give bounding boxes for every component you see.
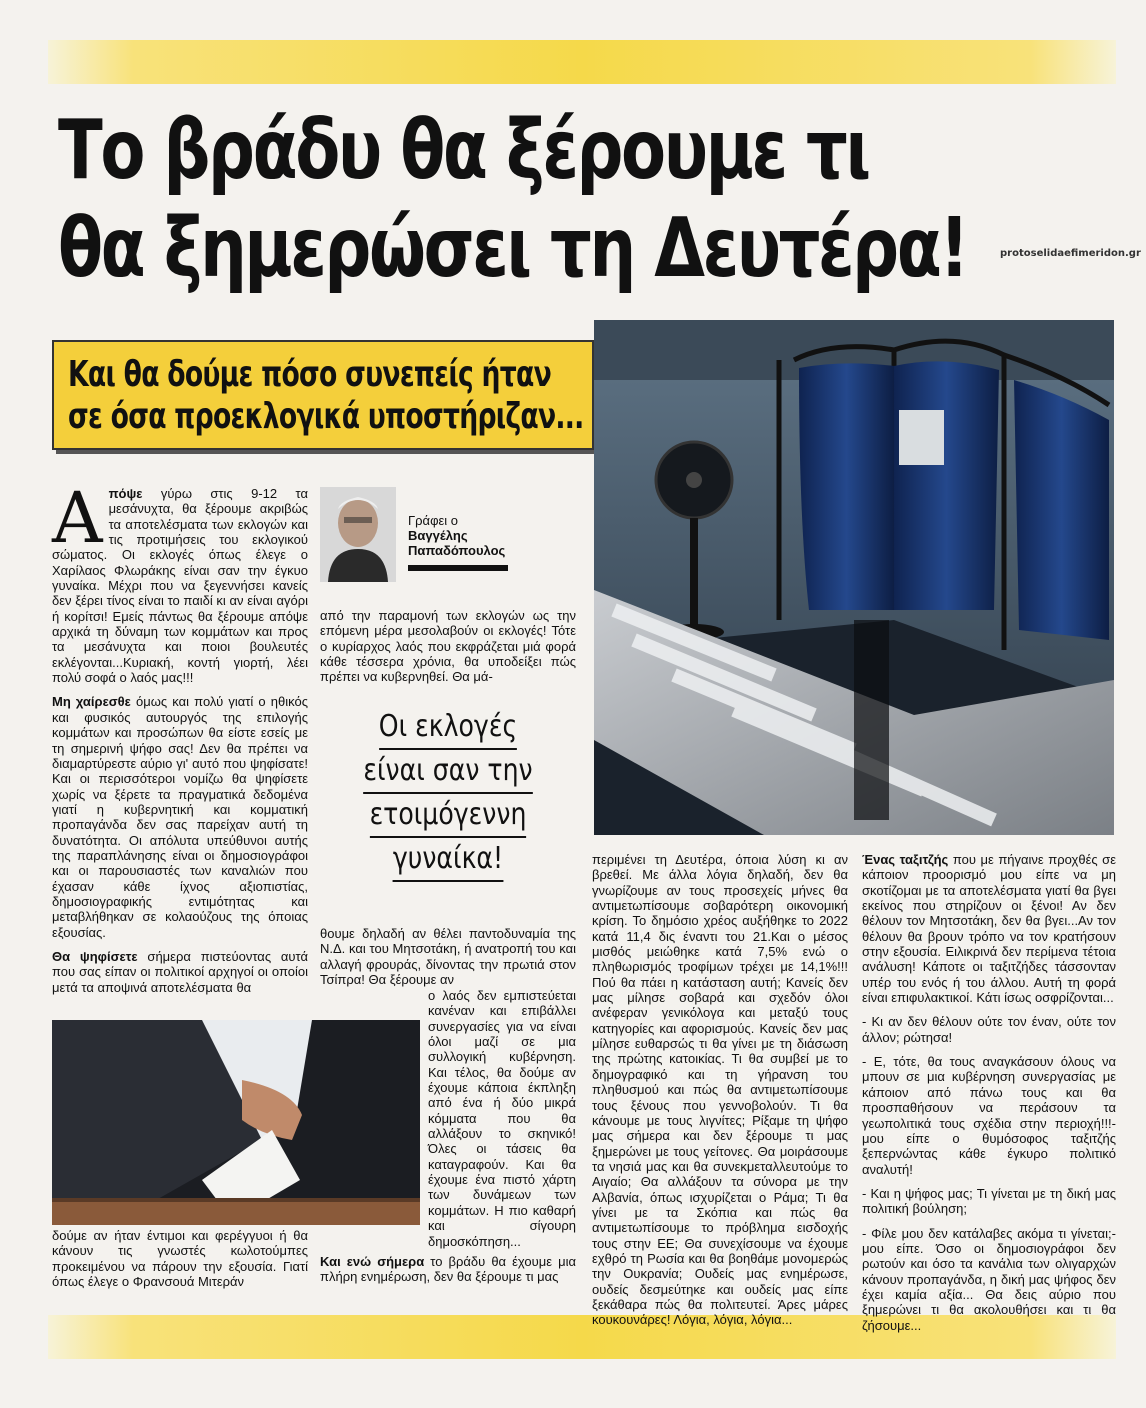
author-divider <box>408 565 508 571</box>
paragraph: - Και η ψήφος μας; Τι γίνεται με τη δική μας πολιτική βούληση; <box>862 1185 1116 1217</box>
watermark: protoselidaefimeridon.gr <box>1000 248 1141 259</box>
article-column-1 <box>52 477 308 1004</box>
top-decorative-band <box>48 40 1116 84</box>
lead-in: πόψε <box>108 486 143 501</box>
author-text <box>408 513 505 558</box>
pull-quote-line-2: είναι σαν την <box>363 750 532 794</box>
paragraph <box>52 949 308 995</box>
article-column-2-end <box>320 1254 576 1294</box>
headline-line-2: θα ξημερώσει τη Δευτέρα! <box>58 201 967 296</box>
paragraph <box>320 1254 576 1285</box>
paragraph: - Κι αν δεν θέλουν ούτε τον έναν, ούτε τον άλλον; ρώτησα! <box>862 1014 1116 1045</box>
lead-in: Μη χαίρεσθε <box>52 694 131 710</box>
ballot-box-illustration <box>52 1020 420 1225</box>
paragraph: - Ε, τότε, θα τους αναγκάσουν όλους να μπουν σε μια κυβέρνηση συνεργασίας με κάποιον από πάνω τους και θα προσπαθήσουν να περάσουν τα γεωπολιτικά τους σχέδια στην περιοχή!!!- μου είπε ο θυμόσοφος ταξιτζής ξεπερνώντας κάθε έγκυρο πολιτικό αναλυτή! <box>862 1054 1116 1177</box>
author-portrait-illustration <box>320 487 396 582</box>
paragraph-text: σήμερα πιστεύοντας αυτά που σας είπαν οι πολιτικοί αρχηγοί οι οποίοι μετά τα αποψινά αποτελέσματα θα <box>52 948 308 995</box>
paragraph: - Φίλε μου δεν κατάλαβες ακόμα τι γίνεται;-μου είπε. Όσο οι δημοσιογράφοι δεν ρωτούν και όσο τα κανάλια των ολιγαρχών κάνουν προπαγάνδα, η δική μας ψήφος δεν έχει καμία αξία... Θα δεις αύριο που ξημερώνει τι θα ακολουθήσει και τι θα ζήσουμε... <box>862 1225 1116 1333</box>
article-column-3 <box>592 852 848 1337</box>
paragraph: ο λαός δεν εμπιστεύεται κανέναν και επιβάλλει συνεργασίες για να είναι όλοι μαζί σε μια συλλογική κυβέρνηση. Και τέλος, θα δούμε αν έχουμε κάποια έκπληξη από ένα ή δύο μικρά κόμματα που θα αλλάξουν το σκηνικό! Όλες οι τάσεις θα καταγραφούν. Και θα έχουμε ένα πιστό χάρτη των δυνάμεων των κομμάτων. Η πιο καθαρή και σίγουρη δημοσκόπηση... <box>428 988 576 1249</box>
voting-booth-photo <box>594 320 1114 835</box>
pull-quote <box>340 706 555 882</box>
author-name-first: Βαγγέλης <box>408 528 468 543</box>
paragraph: θουμε δηλαδή αν θέλει παντοδυναμία της Ν.Δ. και του Μητσοτάκη, ή ανατροπή του και αλλαγή φρουράς, δίνοντας την πρωτιά στον Τσίπρα! Θα ξέρουμε αν <box>320 926 576 988</box>
author-byline <box>320 487 510 582</box>
paragraph <box>862 852 1116 1005</box>
paragraph-text: το βράδυ θα έχουμε μια πλήρη ενημέρωση, δεν θα ξέρουμε τι μας <box>320 1254 576 1285</box>
paragraph: περιμένει τη Δευτέρα, όποια λύση κι αν βρεθεί. Με άλλα λόγια δηλαδή, δεν θα γνωρίζουμε αν τους προσεχείς μήνες θα αντιμετωπίσουμε σοβαρότερη οικονομική κρίση. Το δημόσιο χρέος αυξήθηκε το 2022 κατά 11,4 δις έναντι του 21.Και ο μέσος μισθός μειώθηκε κατά 7,5% ενώ ο πληθωρισμός τροφίμων τρέχει με 14,1%!!! Πού θα πάει η κατάσταση αυτή; Κανείς δεν μας μίλησε σοβαρά και σχεδόν όλοι ανέφεραν γενικόλογα και μεταξύ τους κατηγορίες και αφορισμούς. Κανείς δεν μας μίλησε ευθαρσώς τι θα γίνει με τη διάσωση της πρώτης κατοικίας. Τι θα συμβεί με το δημογραφικό και τη γήρανση του πληθυσμού και πώς θα αντιμετωπίσουμε τους ξένους που γεννοβολούν. Τι θα κάνουμε με τους λιγνίτες; Ρίξαμε τη ψήφο μας σήμερα και δεν ξέρουμε τι μας ξημερώνει με τους γείτονες. Θα μοιράσουμε τα νησιά μας και θα συνεκμεταλλευτούμε το Αιγαίο; Θα αλλάξουν τα σύνορα με την Αλβανία, όπως ισχυρίζεται ο Ράμα; Τι θα γίνει με τα Σκόπια και πώς θα αντιμετωπίσουμε το πρόβλημα εισδοχής τους στην ΕΕ; Θα συνεχίσουμε να έχουμε εχθρό τη Ρωσία και θα βοηθάμε μονομερώς την Ουκρανία; Ουδείς μας ενημέρωσε, ουδείς δεσμεύτηκε και ουδείς μας είπε ξεκάθαρα πώς θα πολιτευτεί. Άρες μάρες κουκουνάρες! Λόγια, λόγια, λόγια... <box>592 852 848 1328</box>
author-name-last: Παπαδόπουλος <box>408 543 506 558</box>
paragraph <box>52 477 308 686</box>
subheadline <box>68 354 586 438</box>
subheadline-line-1: Και θα δούμε πόσο συνεπείς ήταν <box>68 354 552 395</box>
pull-quote-line-4: γυναίκα! <box>393 838 503 882</box>
paragraph: δούμε αν ήταν έντιμοι και φερέγγυοι ή θα κάνουν τις γνωστές κωλοτούμπες προκειμένου να πάρουν την εξουσία. Γιατί όπως έλεγε ο Φρανσουά Μιτεράν <box>52 1228 308 1290</box>
article-column-4 <box>862 852 1116 1342</box>
lead-in: Ένας ταξιτζής <box>862 852 949 867</box>
headline <box>58 102 967 298</box>
ballot-box-photo <box>52 1020 420 1225</box>
pull-quote-line-1: Οι εκλογές <box>379 706 518 750</box>
article-column-2-wrap <box>428 988 576 1258</box>
author-portrait <box>320 487 396 582</box>
paragraph-text: γύρω στις 9-12 τα μεσάνυχτα, θα ξέρουμε ακριβώς τα αποτελέσματα των εκλογών και τις προτιμήσεις του εκλογικού σώματος. Οι εκλογές όπως έλεγε ο Χαρίλαος Φλωράκης είναι σαν την έγκυο γυναίκα. Μέχρι που να ξεγεννήσει κανείς δεν ξέρει τίνος είναι το παιδί κι αν είναι αγόρι ή κορίτσι! Εμείς πάντως θα ξέρουμε απόψε αρχικά τη δύναμη των κομμάτων και προς τα μεσάνυχτα και ποιοι βουλευτές εκλέγονται...Κυριακή, κοντή γιορτή, λέει πολύ σοφά ο λαός μας!!! <box>52 486 308 686</box>
pull-quote-line-3: ετοιμόγεννη <box>370 794 527 838</box>
paragraph <box>52 694 308 940</box>
article-column-2 <box>320 608 576 694</box>
paragraph-text: που με πήγαινε προχθές σε κάποιον προορισμό μου είπε να μη σκοτίζομαι με τα αποτελέσματα γιατί θα βγει εκείνος που στηρίζουν οι ξένοι! Αν δεν θέλουν τον Μητσοτάκη, δεν θα βγει...Αν τον θέλουν θα βρουν τρόπο να τον κρατήσουν στην εξουσία. Ειλικρινά δεν περίμενα τέτοια ανάλυση! Κάποτε οι ταξιτζήδες τάσσονταν υπέρ του ενός ή του άλλου. Αυτή τη φορά είναι επιφυλακτικοί. Κάτι ίσως οσφρίζονται... <box>862 852 1117 1006</box>
headline-line-1: Το βράδυ θα ξέρουμε τι <box>58 103 869 198</box>
paragraph-text: όμως και πολύ γιατί ο ηθικός και φυσικός αυτουργός της επιλογής κομμάτων και προσώπων θα είστε εσείς με τη σημερινή ψήφο σας! Δεν θα πρέπει να διαμαρτύρεστε αύριο γι' αυτό που ψηφίσατε! Και οι περισσότεροι νομίζω θα ψηφίσετε χωρίς να ξέρετε τα πραγματικά δεδομένα γιατί η κυβερνητική και κομματική προπαγάνδα δεν σας παρείχαν αυτή τη δυνατότητα. Οι απόλυτα υπεύθυνοι αυτής της παραπλάνησης είναι οι δημοσιογράφοι και οι παρουσιαστές των καναλιών που έχασαν κάθε ίχνος αξιοπιστίας, δημοσιογραφικής εντιμότητας και μεταβλήθηκαν σε κολαούζους της όποιας εξουσίας. <box>52 694 308 940</box>
author-intro: Γράφει ο <box>408 513 459 528</box>
lead-in: Θα ψηφίσετε <box>52 948 138 964</box>
paragraph: από την παραμονή των εκλογών ως την επόμενη μέρα μεσολαβούν οι εκλογές! Τότε ο κυρίαρχος λαός που εκφράζεται μιά φορά κάθε τέσσερα χρόνια, θα υποδείξει πώς πρέπει να κυβερνηθεί. Θα μά- <box>320 608 576 685</box>
subheadline-box <box>52 340 594 450</box>
lead-in: Και ενώ σήμερα <box>320 1254 425 1269</box>
voting-booth-illustration <box>594 320 1114 835</box>
subheadline-line-2: σε όσα προεκλογικά υποστήριζαν... <box>68 396 584 437</box>
article-column-1-continued <box>52 1228 308 1298</box>
dropcap: Α <box>52 477 103 559</box>
article-column-2-mid <box>320 926 576 996</box>
